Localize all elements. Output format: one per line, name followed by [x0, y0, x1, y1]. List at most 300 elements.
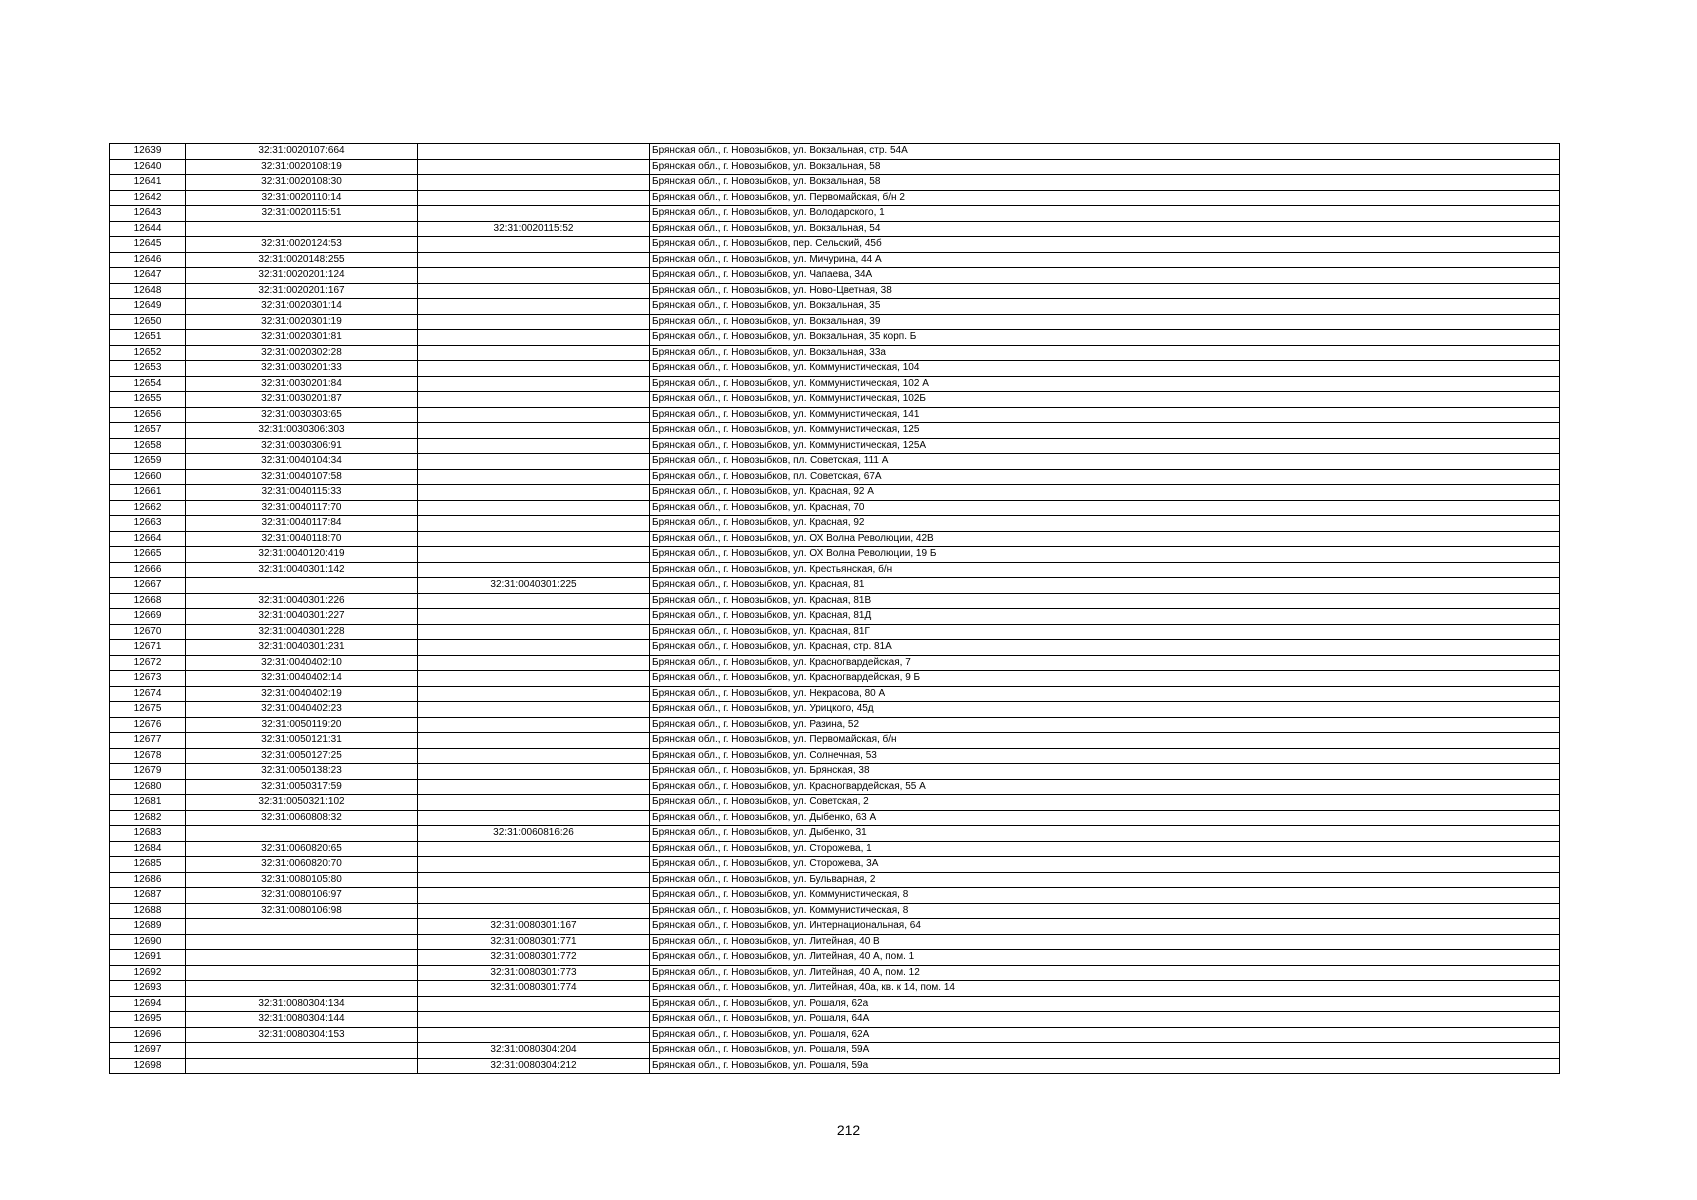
cadastral-number-cell: 32:31:0040402:10	[186, 655, 418, 671]
cadastral-number-cell: 32:31:0050121:31	[186, 733, 418, 749]
table-row	[110, 903, 1560, 919]
row-number-cell: 12689	[110, 919, 186, 935]
cadastral-number-cell: 32:31:0020301:19	[186, 314, 418, 330]
address-cell: Брянская обл., г. Новозыбков, пл. Советская, 67А	[650, 469, 1560, 485]
cadastral-number-cell: 32:31:0040104:34	[186, 454, 418, 470]
row-number-cell: 12698	[110, 1058, 186, 1074]
cadastral-number-cell: 32:31:0080106:97	[186, 888, 418, 904]
cadastral-number-cell	[186, 1043, 418, 1059]
cadastral-number-cell: 32:31:0060820:70	[186, 857, 418, 873]
cadastral-number-alt-cell	[418, 190, 650, 206]
address-cell: Брянская обл., г. Новозыбков, пл. Советская, 111 А	[650, 454, 1560, 470]
table-row	[110, 159, 1560, 175]
table-row	[110, 144, 1560, 160]
row-number-cell: 12670	[110, 624, 186, 640]
row-number-cell: 12682	[110, 810, 186, 826]
address-cell: Брянская обл., г. Новозыбков, ул. Литейная, 40 А, пом. 12	[650, 965, 1560, 981]
address-cell: Брянская обл., г. Новозыбков, ул. Некрасова, 80 А	[650, 686, 1560, 702]
row-number-cell: 12696	[110, 1027, 186, 1043]
table-row	[110, 826, 1560, 842]
cadastral-number-alt-cell	[418, 795, 650, 811]
address-cell: Брянская обл., г. Новозыбков, ул. Разина, 52	[650, 717, 1560, 733]
cadastral-number-alt-cell	[418, 454, 650, 470]
row-number-cell: 12654	[110, 376, 186, 392]
row-number-cell: 12674	[110, 686, 186, 702]
cadastral-number-cell: 32:31:0040107:58	[186, 469, 418, 485]
table-row	[110, 841, 1560, 857]
table-row	[110, 624, 1560, 640]
cadastral-number-cell	[186, 826, 418, 842]
address-cell: Брянская обл., г. Новозыбков, ул. Коммунистическая, 102Б	[650, 392, 1560, 408]
cadastral-number-cell: 32:31:0040301:142	[186, 562, 418, 578]
cadastral-number-cell	[186, 578, 418, 594]
row-number-cell: 12650	[110, 314, 186, 330]
row-number-cell: 12692	[110, 965, 186, 981]
table-row	[110, 764, 1560, 780]
row-number-cell: 12676	[110, 717, 186, 733]
table-row	[110, 423, 1560, 439]
row-number-cell: 12664	[110, 531, 186, 547]
address-cell: Брянская обл., г. Новозыбков, ул. Литейная, 40 В	[650, 934, 1560, 950]
cadastral-number-alt-cell: 32:31:0080301:772	[418, 950, 650, 966]
row-number-cell: 12694	[110, 996, 186, 1012]
address-cell: Брянская обл., г. Новозыбков, ул. Литейная, 40а, кв. к 14, пом. 14	[650, 981, 1560, 997]
row-number-cell: 12679	[110, 764, 186, 780]
cadastral-number-cell: 32:31:0050321:102	[186, 795, 418, 811]
address-cell: Брянская обл., г. Новозыбков, ул. Вокзальная, 54	[650, 221, 1560, 237]
row-number-cell: 12655	[110, 392, 186, 408]
cadastral-number-cell: 32:31:0050138:23	[186, 764, 418, 780]
table-row	[110, 175, 1560, 191]
cadastral-number-cell: 32:31:0060808:32	[186, 810, 418, 826]
table-row	[110, 1043, 1560, 1059]
cadastral-number-alt-cell	[418, 903, 650, 919]
address-cell: Брянская обл., г. Новозыбков, ул. Коммунистическая, 8	[650, 888, 1560, 904]
table-row	[110, 686, 1560, 702]
cadastral-number-alt-cell	[418, 283, 650, 299]
row-number-cell: 12645	[110, 237, 186, 253]
cadastral-number-alt-cell	[418, 686, 650, 702]
row-number-cell: 12684	[110, 841, 186, 857]
cadastral-number-alt-cell	[418, 144, 650, 160]
cadastral-number-alt-cell	[418, 314, 650, 330]
cadastral-number-cell: 32:31:0060820:65	[186, 841, 418, 857]
row-number-cell: 12665	[110, 547, 186, 563]
row-number-cell: 12681	[110, 795, 186, 811]
address-cell: Брянская обл., г. Новозыбков, ул. Вокзальная, 35 корп. Б	[650, 330, 1560, 346]
table-row	[110, 454, 1560, 470]
address-cell: Брянская обл., г. Новозыбков, ул. Первомайская, б/н 2	[650, 190, 1560, 206]
row-number-cell: 12672	[110, 655, 186, 671]
cadastral-number-alt-cell	[418, 500, 650, 516]
cadastral-number-alt-cell: 32:31:0080301:773	[418, 965, 650, 981]
cadastral-number-cell	[186, 221, 418, 237]
registry-table-body	[110, 144, 1560, 1074]
table-row	[110, 996, 1560, 1012]
cadastral-number-alt-cell: 32:31:0060816:26	[418, 826, 650, 842]
address-cell: Брянская обл., г. Новозыбков, ул. ОХ Волна Революции, 42В	[650, 531, 1560, 547]
row-number-cell: 12646	[110, 252, 186, 268]
row-number-cell: 12652	[110, 345, 186, 361]
address-cell: Брянская обл., г. Новозыбков, ул. Коммунистическая, 141	[650, 407, 1560, 423]
cadastral-number-cell: 32:31:0030306:303	[186, 423, 418, 439]
cadastral-number-alt-cell: 32:31:0080301:167	[418, 919, 650, 935]
address-cell: Брянская обл., г. Новозыбков, ул. Коммунистическая, 125А	[650, 438, 1560, 454]
row-number-cell: 12697	[110, 1043, 186, 1059]
table-row	[110, 438, 1560, 454]
cadastral-number-alt-cell	[418, 531, 650, 547]
cadastral-number-alt-cell	[418, 624, 650, 640]
cadastral-number-cell: 32:31:0020148:255	[186, 252, 418, 268]
row-number-cell: 12686	[110, 872, 186, 888]
cadastral-number-alt-cell	[418, 345, 650, 361]
cadastral-number-cell: 32:31:0050127:25	[186, 748, 418, 764]
address-cell: Брянская обл., г. Новозыбков, ул. Коммунистическая, 8	[650, 903, 1560, 919]
address-cell: Брянская обл., г. Новозыбков, ул. Крестьянская, б/н	[650, 562, 1560, 578]
table-row	[110, 779, 1560, 795]
cadastral-number-alt-cell	[418, 159, 650, 175]
row-number-cell: 12651	[110, 330, 186, 346]
table-row	[110, 268, 1560, 284]
cadastral-number-alt-cell	[418, 237, 650, 253]
cadastral-number-alt-cell	[418, 609, 650, 625]
cadastral-number-cell: 32:31:0040117:70	[186, 500, 418, 516]
cadastral-number-alt-cell: 32:31:0080304:204	[418, 1043, 650, 1059]
row-number-cell: 12688	[110, 903, 186, 919]
cadastral-number-cell: 32:31:0030306:91	[186, 438, 418, 454]
row-number-cell: 12649	[110, 299, 186, 315]
table-row	[110, 547, 1560, 563]
cadastral-number-cell: 32:31:0080304:134	[186, 996, 418, 1012]
table-row	[110, 872, 1560, 888]
cadastral-number-alt-cell	[418, 376, 650, 392]
row-number-cell: 12658	[110, 438, 186, 454]
table-row	[110, 485, 1560, 501]
cadastral-number-cell: 32:31:0050317:59	[186, 779, 418, 795]
cadastral-number-alt-cell	[418, 764, 650, 780]
table-row	[110, 702, 1560, 718]
cadastral-number-alt-cell	[418, 268, 650, 284]
cadastral-number-alt-cell	[418, 593, 650, 609]
row-number-cell: 12659	[110, 454, 186, 470]
address-cell: Брянская обл., г. Новозыбков, ул. Литейная, 40 А, пом. 1	[650, 950, 1560, 966]
row-number-cell: 12666	[110, 562, 186, 578]
address-cell: Брянская обл., г. Новозыбков, ул. Красногвардейская, 9 Б	[650, 671, 1560, 687]
address-cell: Брянская обл., г. Новозыбков, ул. Красная, 70	[650, 500, 1560, 516]
cadastral-number-alt-cell	[418, 779, 650, 795]
row-number-cell: 12671	[110, 640, 186, 656]
cadastral-number-cell: 32:31:0040402:23	[186, 702, 418, 718]
cadastral-number-alt-cell	[418, 438, 650, 454]
table-row	[110, 252, 1560, 268]
row-number-cell: 12662	[110, 500, 186, 516]
cadastral-number-cell: 32:31:0040120:419	[186, 547, 418, 563]
row-number-cell: 12668	[110, 593, 186, 609]
row-number-cell: 12685	[110, 857, 186, 873]
table-row	[110, 934, 1560, 950]
table-row	[110, 469, 1560, 485]
cadastral-number-cell: 32:31:0040301:226	[186, 593, 418, 609]
address-cell: Брянская обл., г. Новозыбков, ул. Рошаля, 64А	[650, 1012, 1560, 1028]
cadastral-number-cell: 32:31:0020108:30	[186, 175, 418, 191]
address-cell: Брянская обл., г. Новозыбков, ул. Коммунистическая, 125	[650, 423, 1560, 439]
table-row	[110, 221, 1560, 237]
cadastral-number-alt-cell	[418, 702, 650, 718]
table-row	[110, 190, 1560, 206]
address-cell: Брянская обл., г. Новозыбков, ул. Солнечная, 53	[650, 748, 1560, 764]
table-row	[110, 671, 1560, 687]
table-row	[110, 1012, 1560, 1028]
table-row	[110, 717, 1560, 733]
cadastral-number-cell: 32:31:0040301:231	[186, 640, 418, 656]
cadastral-number-alt-cell	[418, 516, 650, 532]
address-cell: Брянская обл., г. Новозыбков, ул. Володарского, 1	[650, 206, 1560, 222]
address-cell: Брянская обл., г. Новозыбков, ул. Чапаева, 34А	[650, 268, 1560, 284]
row-number-cell: 12661	[110, 485, 186, 501]
table-row	[110, 562, 1560, 578]
row-number-cell: 12663	[110, 516, 186, 532]
address-cell: Брянская обл., г. Новозыбков, ул. Вокзальная, 33а	[650, 345, 1560, 361]
table-row	[110, 314, 1560, 330]
row-number-cell: 12647	[110, 268, 186, 284]
address-cell: Брянская обл., г. Новозыбков, ул. Мичурина, 44 А	[650, 252, 1560, 268]
address-cell: Брянская обл., г. Новозыбков, ул. Рошаля, 59а	[650, 1058, 1560, 1074]
cadastral-number-alt-cell: 32:31:0080301:771	[418, 934, 650, 950]
table-row	[110, 345, 1560, 361]
cadastral-number-alt-cell	[418, 392, 650, 408]
table-row	[110, 407, 1560, 423]
table-row	[110, 950, 1560, 966]
table-row	[110, 655, 1560, 671]
row-number-cell: 12683	[110, 826, 186, 842]
cadastral-number-cell: 32:31:0020124:53	[186, 237, 418, 253]
row-number-cell: 12660	[110, 469, 186, 485]
cadastral-number-alt-cell	[418, 733, 650, 749]
table-row	[110, 810, 1560, 826]
address-cell: Брянская обл., г. Новозыбков, ул. Брянская, 38	[650, 764, 1560, 780]
address-cell: Брянская обл., г. Новозыбков, ул. Ново-Цветная, 38	[650, 283, 1560, 299]
table-row	[110, 206, 1560, 222]
address-cell: Брянская обл., г. Новозыбков, ул. Урицкого, 45д	[650, 702, 1560, 718]
cadastral-number-alt-cell	[418, 748, 650, 764]
cadastral-number-cell: 32:31:0080304:153	[186, 1027, 418, 1043]
cadastral-number-alt-cell	[418, 717, 650, 733]
table-row	[110, 965, 1560, 981]
table-row	[110, 237, 1560, 253]
table-row	[110, 795, 1560, 811]
cadastral-number-cell: 32:31:0040118:70	[186, 531, 418, 547]
row-number-cell: 12648	[110, 283, 186, 299]
cadastral-number-cell: 32:31:0030201:33	[186, 361, 418, 377]
address-cell: Брянская обл., г. Новозыбков, ул. Вокзальная, стр. 54А	[650, 144, 1560, 160]
cadastral-number-alt-cell	[418, 547, 650, 563]
address-cell: Брянская обл., г. Новозыбков, ул. Коммунистическая, 104	[650, 361, 1560, 377]
address-cell: Брянская обл., г. Новозыбков, ул. Бульварная, 2	[650, 872, 1560, 888]
row-number-cell: 12641	[110, 175, 186, 191]
row-number-cell: 12677	[110, 733, 186, 749]
cadastral-number-cell: 32:31:0030201:87	[186, 392, 418, 408]
row-number-cell: 12673	[110, 671, 186, 687]
address-cell: Брянская обл., г. Новозыбков, ул. Первомайская, б/н	[650, 733, 1560, 749]
table-row	[110, 299, 1560, 315]
row-number-cell: 12691	[110, 950, 186, 966]
cadastral-number-alt-cell: 32:31:0080301:774	[418, 981, 650, 997]
cadastral-number-cell: 32:31:0050119:20	[186, 717, 418, 733]
table-row	[110, 1027, 1560, 1043]
address-cell: Брянская обл., г. Новозыбков, ул. Рошаля, 62А	[650, 1027, 1560, 1043]
cadastral-number-cell: 32:31:0020110:14	[186, 190, 418, 206]
table-row	[110, 748, 1560, 764]
row-number-cell: 12639	[110, 144, 186, 160]
cadastral-number-alt-cell	[418, 857, 650, 873]
cadastral-number-cell: 32:31:0020301:81	[186, 330, 418, 346]
cadastral-number-cell	[186, 965, 418, 981]
address-cell: Брянская обл., г. Новозыбков, ул. Красногвардейская, 55 А	[650, 779, 1560, 795]
cadastral-number-cell: 32:31:0020201:167	[186, 283, 418, 299]
row-number-cell: 12667	[110, 578, 186, 594]
cadastral-number-alt-cell	[418, 361, 650, 377]
cadastral-number-cell: 32:31:0020301:14	[186, 299, 418, 315]
cadastral-number-alt-cell	[418, 407, 650, 423]
table-row	[110, 578, 1560, 594]
address-cell: Брянская обл., г. Новозыбков, ул. Красная, 81Г	[650, 624, 1560, 640]
row-number-cell: 12657	[110, 423, 186, 439]
cadastral-number-alt-cell	[418, 1027, 650, 1043]
row-number-cell: 12687	[110, 888, 186, 904]
cadastral-number-cell: 32:31:0040115:33	[186, 485, 418, 501]
table-row	[110, 531, 1560, 547]
table-row	[110, 392, 1560, 408]
address-cell: Брянская обл., г. Новозыбков, ул. Вокзальная, 58	[650, 159, 1560, 175]
table-row	[110, 516, 1560, 532]
table-row	[110, 733, 1560, 749]
address-cell: Брянская обл., г. Новозыбков, ул. Дыбенко, 63 А	[650, 810, 1560, 826]
cadastral-number-cell: 32:31:0020302:28	[186, 345, 418, 361]
cadastral-number-cell: 32:31:0040402:19	[186, 686, 418, 702]
cadastral-number-alt-cell: 32:31:0080304:212	[418, 1058, 650, 1074]
cadastral-number-cell: 32:31:0080105:80	[186, 872, 418, 888]
row-number-cell: 12656	[110, 407, 186, 423]
table-row	[110, 376, 1560, 392]
address-cell: Брянская обл., г. Новозыбков, ул. ОХ Волна Революции, 19 Б	[650, 547, 1560, 563]
cadastral-number-cell: 32:31:0080304:144	[186, 1012, 418, 1028]
row-number-cell: 12644	[110, 221, 186, 237]
cadastral-number-alt-cell	[418, 1012, 650, 1028]
row-number-cell: 12693	[110, 981, 186, 997]
row-number-cell: 12675	[110, 702, 186, 718]
cadastral-number-alt-cell	[418, 888, 650, 904]
row-number-cell: 12643	[110, 206, 186, 222]
address-cell: Брянская обл., г. Новозыбков, ул. Красная, 92	[650, 516, 1560, 532]
table-row	[110, 888, 1560, 904]
cadastral-number-alt-cell	[418, 996, 650, 1012]
table-row	[110, 283, 1560, 299]
row-number-cell: 12678	[110, 748, 186, 764]
table-row	[110, 500, 1560, 516]
address-cell: Брянская обл., г. Новозыбков, ул. Коммунистическая, 102 А	[650, 376, 1560, 392]
registry-table	[109, 143, 1560, 1074]
address-cell: Брянская обл., г. Новозыбков, ул. Красная, 81Д	[650, 609, 1560, 625]
page-number: 212	[836, 1122, 861, 1138]
cadastral-number-alt-cell	[418, 299, 650, 315]
address-cell: Брянская обл., г. Новозыбков, ул. Красная, 81В	[650, 593, 1560, 609]
cadastral-number-cell: 32:31:0030303:65	[186, 407, 418, 423]
cadastral-number-cell: 32:31:0030201:84	[186, 376, 418, 392]
cadastral-number-cell: 32:31:0040402:14	[186, 671, 418, 687]
cadastral-number-cell	[186, 934, 418, 950]
cadastral-number-alt-cell	[418, 206, 650, 222]
cadastral-number-alt-cell	[418, 841, 650, 857]
cadastral-number-cell	[186, 950, 418, 966]
cadastral-number-cell	[186, 919, 418, 935]
cadastral-number-alt-cell	[418, 810, 650, 826]
address-cell: Брянская обл., г. Новозыбков, ул. Дыбенко, 31	[650, 826, 1560, 842]
row-number-cell: 12695	[110, 1012, 186, 1028]
address-cell: Брянская обл., г. Новозыбков, ул. Сторожева, 1	[650, 841, 1560, 857]
cadastral-number-alt-cell	[418, 252, 650, 268]
cadastral-number-cell	[186, 1058, 418, 1074]
table-row	[110, 593, 1560, 609]
cadastral-number-cell: 32:31:0020115:51	[186, 206, 418, 222]
address-cell: Брянская обл., г. Новозыбков, ул. Красная, 92 А	[650, 485, 1560, 501]
address-cell: Брянская обл., г. Новозыбков, ул. Вокзальная, 58	[650, 175, 1560, 191]
cadastral-number-alt-cell	[418, 469, 650, 485]
table-row	[110, 330, 1560, 346]
row-number-cell: 12653	[110, 361, 186, 377]
cadastral-number-cell: 32:31:0020107:664	[186, 144, 418, 160]
cadastral-number-alt-cell: 32:31:0040301:225	[418, 578, 650, 594]
cadastral-number-cell: 32:31:0020108:19	[186, 159, 418, 175]
row-number-cell: 12680	[110, 779, 186, 795]
cadastral-number-cell	[186, 981, 418, 997]
address-cell: Брянская обл., г. Новозыбков, ул. Рошаля, 62а	[650, 996, 1560, 1012]
cadastral-number-alt-cell	[418, 330, 650, 346]
address-cell: Брянская обл., г. Новозыбков, ул. Вокзальная, 39	[650, 314, 1560, 330]
table-row	[110, 1058, 1560, 1074]
cadastral-number-cell: 32:31:0040301:228	[186, 624, 418, 640]
address-cell: Брянская обл., г. Новозыбков, ул. Вокзальная, 35	[650, 299, 1560, 315]
row-number-cell: 12642	[110, 190, 186, 206]
table-row	[110, 609, 1560, 625]
address-cell: Брянская обл., г. Новозыбков, ул. Советская, 2	[650, 795, 1560, 811]
address-cell: Брянская обл., г. Новозыбков, ул. Рошаля, 59А	[650, 1043, 1560, 1059]
row-number-cell: 12640	[110, 159, 186, 175]
address-cell: Брянская обл., г. Новозыбков, ул. Интернациональная, 64	[650, 919, 1560, 935]
cadastral-number-alt-cell	[418, 562, 650, 578]
address-cell: Брянская обл., г. Новозыбков, ул. Красная, 81	[650, 578, 1560, 594]
cadastral-number-cell: 32:31:0040301:227	[186, 609, 418, 625]
cadastral-number-cell: 32:31:0040117:84	[186, 516, 418, 532]
cadastral-number-alt-cell	[418, 671, 650, 687]
table-row	[110, 919, 1560, 935]
cadastral-number-alt-cell: 32:31:0020115:52	[418, 221, 650, 237]
cadastral-number-alt-cell	[418, 872, 650, 888]
table-row	[110, 640, 1560, 656]
address-cell: Брянская обл., г. Новозыбков, ул. Сторожева, 3А	[650, 857, 1560, 873]
cadastral-number-cell: 32:31:0020201:124	[186, 268, 418, 284]
cadastral-number-alt-cell	[418, 423, 650, 439]
cadastral-number-alt-cell	[418, 175, 650, 191]
table-row	[110, 361, 1560, 377]
cadastral-number-cell: 32:31:0080106:98	[186, 903, 418, 919]
cadastral-number-alt-cell	[418, 640, 650, 656]
address-cell: Брянская обл., г. Новозыбков, пер. Сельский, 45б	[650, 237, 1560, 253]
table-row	[110, 981, 1560, 997]
cadastral-number-alt-cell	[418, 655, 650, 671]
row-number-cell: 12690	[110, 934, 186, 950]
address-cell: Брянская обл., г. Новозыбков, ул. Красногвардейская, 7	[650, 655, 1560, 671]
row-number-cell: 12669	[110, 609, 186, 625]
